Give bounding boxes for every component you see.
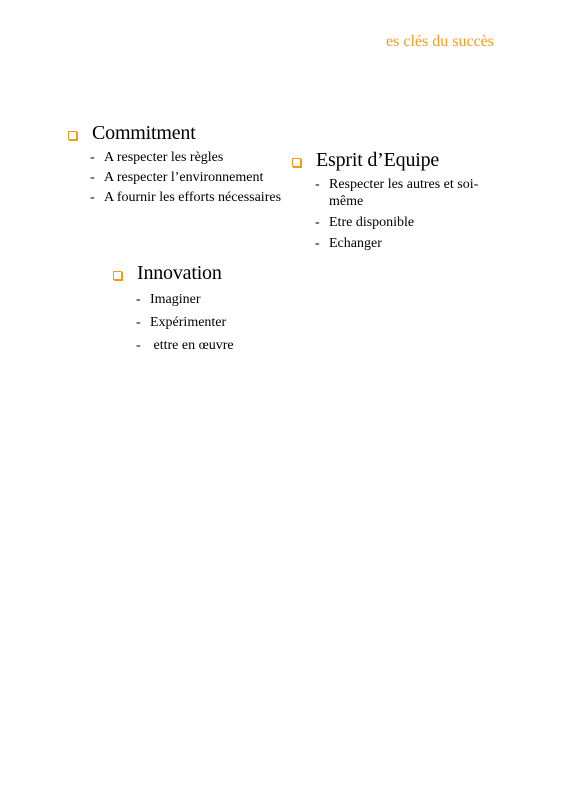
dash-marker: -	[136, 292, 141, 307]
dash-marker: -	[136, 315, 141, 330]
list-item	[315, 176, 500, 210]
list-item-text: A fournir les efforts nécessaires	[104, 190, 282, 205]
list-item-text: A respecter l’environnement	[104, 170, 264, 185]
section-heading	[292, 148, 512, 172]
dash-marker: -	[136, 338, 141, 353]
dash-marker: -	[315, 236, 320, 251]
section-innovation	[113, 261, 333, 360]
bullet-list	[90, 149, 288, 206]
section-title: Esprit d’Equipe	[316, 149, 440, 171]
dash-marker: -	[90, 170, 95, 185]
list-item	[136, 337, 306, 354]
dash-marker: -	[315, 177, 320, 192]
section-commitment	[68, 121, 298, 209]
section-title: Commitment	[92, 122, 196, 144]
list-item	[136, 314, 306, 331]
section-heading	[68, 121, 298, 145]
list-item	[315, 214, 500, 231]
bullet-list	[136, 291, 306, 354]
bullet-list	[315, 176, 500, 252]
page-header-title: es clés du succès	[386, 33, 494, 50]
list-item-text: Expérimenter	[150, 315, 227, 330]
list-item-text: ettre en œuvre	[150, 338, 234, 353]
list-item	[136, 291, 306, 308]
section-esprit-equipe	[292, 148, 512, 256]
list-item	[315, 235, 500, 252]
list-item-text: A respecter les règles	[104, 150, 224, 165]
list-item-text: Etre disponible	[329, 215, 415, 230]
list-item-text: Respecter les autres et soi-même	[329, 177, 479, 209]
list-item	[90, 189, 288, 206]
section-title: Innovation	[137, 262, 222, 284]
square-bullet-icon	[68, 131, 77, 140]
list-item-text: Imaginer	[150, 292, 201, 307]
dash-marker: -	[315, 215, 320, 230]
dash-marker: -	[90, 190, 95, 205]
square-bullet-icon	[292, 158, 301, 167]
list-item	[90, 169, 288, 186]
square-bullet-icon	[113, 271, 122, 280]
section-heading	[113, 261, 333, 285]
dash-marker: -	[90, 150, 95, 165]
list-item-text: Echanger	[329, 236, 382, 251]
list-item	[90, 149, 288, 166]
